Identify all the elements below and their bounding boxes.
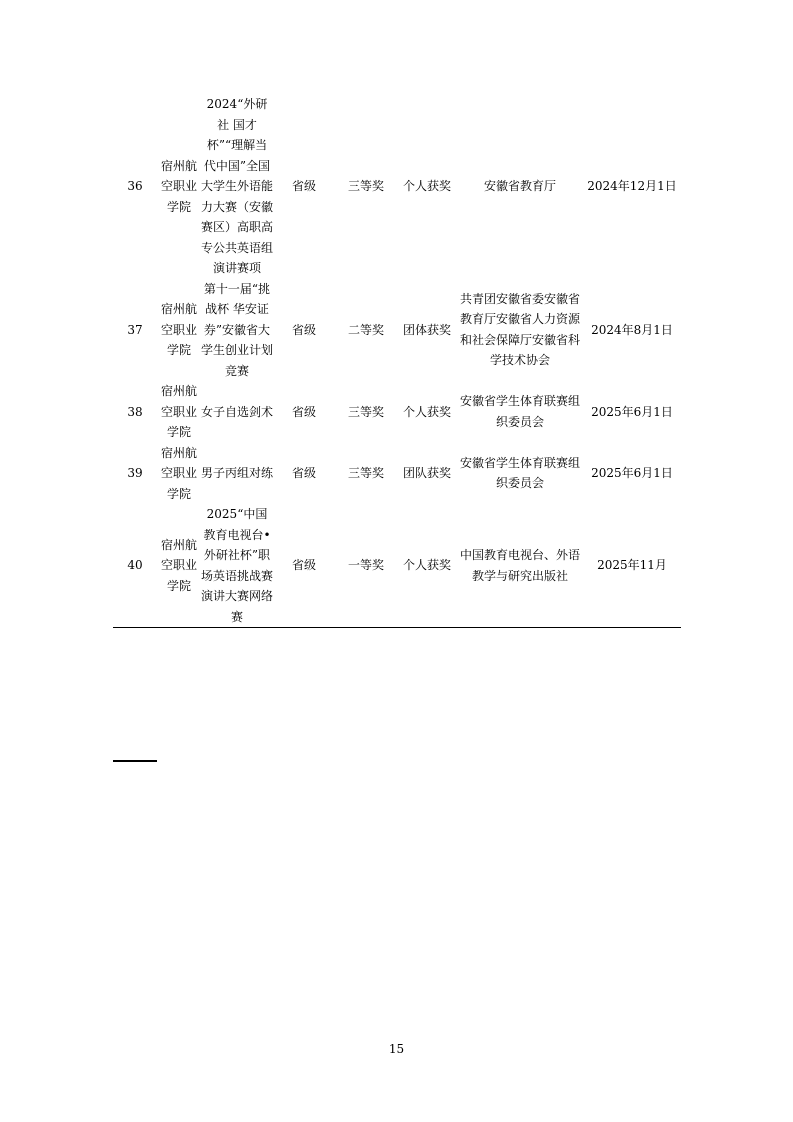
table-row — [113, 504, 681, 628]
award-level: 省级 — [291, 179, 316, 193]
awards-table — [113, 94, 681, 628]
award-level: 省级 — [291, 466, 316, 480]
award-date: 2025年6月1日 — [591, 466, 673, 480]
award-date: 2025年11月 — [583, 504, 681, 628]
row-number: 37 — [127, 322, 143, 337]
row-number: 36 — [127, 179, 143, 193]
award-level: 省级 — [291, 322, 316, 337]
table-row — [113, 279, 681, 382]
competition-name: 2025“中国教育电视台•外研社杯”职场英语挑战赛演讲大赛网络赛 — [201, 504, 273, 628]
issuing-organization: 安徽省教育厅 — [483, 179, 556, 193]
table-row — [113, 443, 681, 505]
award-date: 2025年6月1日 — [591, 404, 673, 419]
school-name: 宿州航空职业学院 — [160, 158, 197, 214]
competition-name: 女子自选剑术 — [201, 404, 274, 419]
issuing-organization: 安徽省学生体育联赛组织委员会 — [459, 455, 580, 491]
award-type: 个人获奖 — [402, 404, 451, 419]
competition-name: 2024“外研社 国才杯”“理解当代中国”全国大学生外语能力大赛（安徽赛区）高职高专公共英语组演讲赛项 — [201, 97, 274, 275]
award-grade: 三等奖 — [347, 179, 384, 193]
award-date: 2024年12月1日 — [587, 179, 677, 193]
award-type: 团体获奖 — [402, 322, 451, 337]
award-level: 省级 — [291, 404, 316, 419]
row-number: 39 — [127, 466, 143, 480]
award-date: 2024年8月1日 — [591, 322, 673, 337]
table-row — [113, 381, 681, 443]
award-level: 省级 — [273, 504, 335, 628]
competition-name: 男子丙组对练 — [201, 466, 274, 480]
school-name: 宿州航空职业学院 — [157, 504, 201, 628]
table-bottom-rule — [113, 760, 157, 762]
award-grade: 三等奖 — [347, 466, 384, 480]
competition-name: 第十一届“挑战杯 华安证券”安徽省大学生创业计划竞赛 — [201, 281, 274, 378]
school-name: 宿州航空职业学院 — [160, 445, 197, 501]
school-name: 宿州航空职业学院 — [160, 384, 197, 439]
award-grade: 三等奖 — [347, 404, 384, 419]
award-type: 团队获奖 — [402, 466, 451, 480]
row-number: 38 — [127, 404, 143, 419]
award-grade: 一等奖 — [335, 504, 397, 628]
table-row — [113, 94, 681, 279]
school-name: 宿州航空职业学院 — [160, 302, 197, 357]
award-type: 个人获奖 — [402, 179, 451, 193]
row-number: 40 — [113, 504, 157, 628]
issuing-organization: 安徽省学生体育联赛组织委员会 — [459, 394, 580, 429]
award-grade: 二等奖 — [347, 322, 384, 337]
award-type: 个人获奖 — [397, 504, 457, 628]
page-number: 15 — [388, 1042, 405, 1056]
issuing-organization: 共青团安徽省委安徽省教育厅安徽省人力资源和社会保障厅安徽省科学技术协会 — [459, 291, 580, 368]
issuing-organization: 中国教育电视台、外语教学与研究出版社 — [457, 504, 583, 628]
